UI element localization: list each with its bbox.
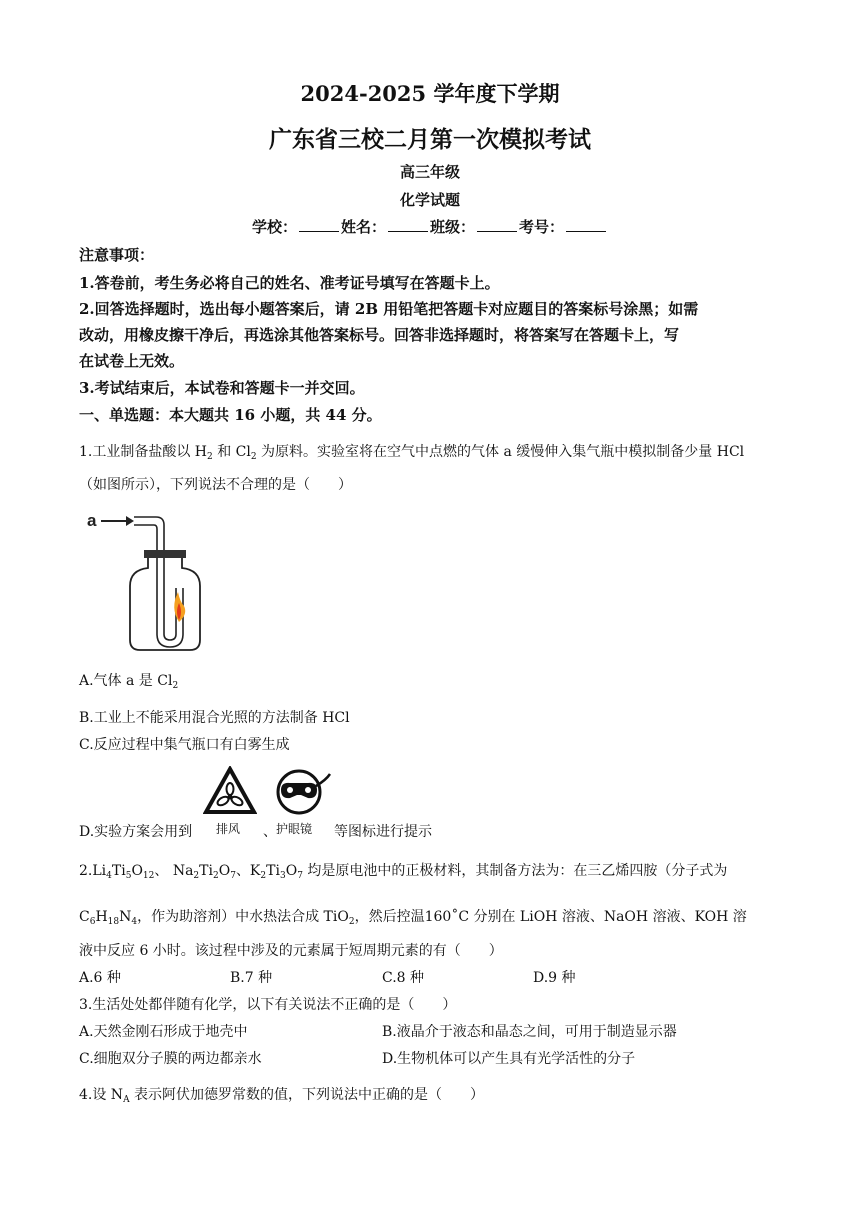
q1-stem-line2: （如图所示），下列说法不合理的是（ ） [79, 477, 352, 493]
q1-option-d-prefix[interactable]: D.实验方案会用到 [79, 824, 193, 840]
safety-goggles-icon [268, 766, 334, 816]
name-label: 姓名： [340, 218, 386, 236]
class-label: 班级： [430, 218, 476, 236]
exam-year: 2024-2025 学年度下学期 [300, 81, 560, 106]
q1-option-b[interactable]: B.工业上不能采用混合光照的方法制备 HCl [79, 710, 350, 726]
q3-option-c[interactable]: C.细胞双分子膜的两边都亲水 [79, 1051, 262, 1067]
ventilation-icon [203, 766, 257, 816]
safety-goggles-label: 护眼镜 [276, 822, 313, 836]
school-label: 学校： [251, 218, 297, 236]
school-blank[interactable] [299, 217, 339, 232]
notice-title: 注意事项： [79, 246, 155, 264]
q3-stem: 3.生活处处都伴随有化学，以下有关说法不正确的是（ ） [79, 997, 457, 1013]
gas-jar-apparatus-figure [84, 506, 204, 654]
q3-option-a[interactable]: A.天然金刚石形成于地壳中 [79, 1024, 248, 1040]
q4-stem: 4.设 $N_A$ 表示阿伏加德罗常数的值，下列说法中正确的是（ ） [79, 1087, 485, 1105]
q2-option-a[interactable]: A.6 种 [79, 970, 121, 986]
q2-option-c[interactable]: C.8 种 [382, 970, 425, 986]
number-label: 考号： [519, 218, 565, 236]
exam-title: 广东省三校二月第一次模拟考试 [269, 126, 591, 153]
q3-option-b[interactable]: B.液晶介于液态和晶态之间，可用于制造显示器 [382, 1024, 677, 1040]
ventilation-label: 排风 [216, 822, 241, 836]
notice-item-2a: 2.回答选择题时，选出每小题答案后，请 2B 用铅笔把答题卡对应题目的答案标号涂黑；如需 [79, 300, 699, 318]
subject-label: 化学试题 [399, 191, 460, 209]
q2-stem-line2: $C_6H_{18}N_4$，作为助溶剂）中水热法合成 TiO$_2$，然后控温160˚C 分别在 LiOH 溶液、NaOH 溶液、KOH 溶 [79, 909, 747, 927]
section-heading: 一、单选题：本大题共 16 小题，共 44 分。 [79, 406, 382, 424]
notice-item-3: 3.考试结束后，本试卷和答题卡一并交回。 [79, 379, 365, 397]
q2-stem-line1: $2.Li_4Ti_5O_{12}$、 $Na_2Ti_2O_7$、$K_2Ti_3O_7$ 均是原电池中的正极材料，其制备方法为：在三乙烯四胺（分子式为 [79, 863, 728, 881]
gas-a-label: a [87, 511, 97, 530]
q3-option-d[interactable]: D.生物机体可以产生具有光学活性的分子 [382, 1051, 636, 1067]
name-blank[interactable] [388, 217, 428, 232]
q2-option-b[interactable]: B.7 种 [230, 970, 273, 986]
notice-item-1: 1.答卷前，考生务必将自己的姓名、准考证号填写在答题卡上。 [79, 274, 500, 292]
number-blank[interactable] [566, 217, 606, 232]
class-blank[interactable] [477, 217, 517, 232]
q2-option-d[interactable]: D.9 种 [533, 970, 576, 986]
q1-stem-line1: 1.工业制备盐酸以 $H_2$ 和 $Cl_2$ 为原料。实验室将在空气中点燃的气体 a 缓慢伸入集气瓶中模拟制备少量 HCl [79, 444, 745, 462]
student-info-line [0, 216, 860, 237]
notice-item-2c: 在试卷上无效。 [79, 352, 185, 370]
q1-option-d-suffix: 等图标进行提示 [334, 824, 432, 840]
q2-stem-line3: 液中反应 6 小时。该过程中涉及的元素属于短周期元素的有（ ） [79, 943, 503, 959]
notice-item-2b: 改动，用橡皮擦干净后，再选涂其他答案标号。回答非选择题时，将答案写在答题卡上，写 [79, 326, 680, 344]
grade-label: 高三年级 [399, 163, 460, 181]
q1-option-d-separator: 、 [263, 824, 277, 840]
q1-option-a[interactable]: A.气体 a 是 $Cl_2$ [79, 673, 179, 691]
q1-option-c[interactable]: C.反应过程中集气瓶口有白雾生成 [79, 737, 290, 753]
